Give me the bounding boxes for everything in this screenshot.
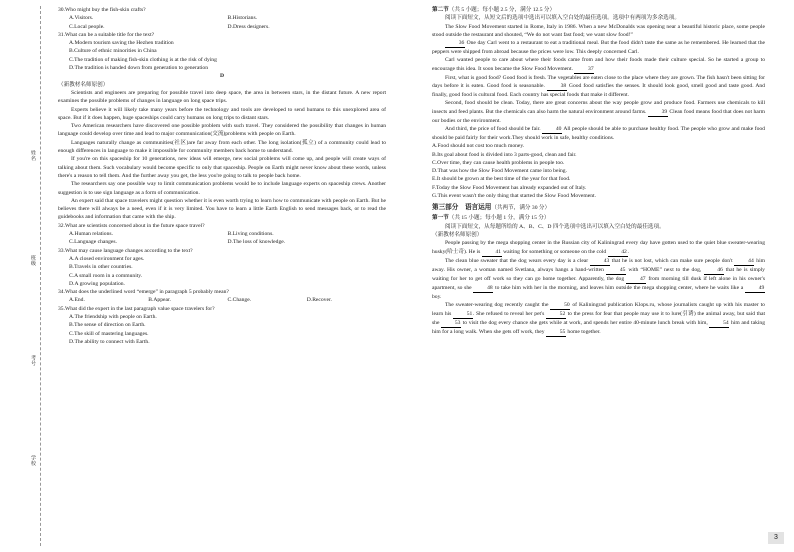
passage-text: Second, food should be clean. Today, there are great concerns about the way people grow and produce food. Farmers use chemicals to kill insects and feed plants. But the chemicals can also harm the natural environment around farms. — [432, 100, 765, 115]
question-31: 31.What can be a suitable title for the text? — [58, 31, 155, 38]
option[interactable]: B.Appear. — [148, 297, 171, 304]
passage-text: waiting for something or someone on the cold — [503, 248, 607, 255]
option[interactable]: D.The loss of knowledge. — [227, 239, 286, 246]
question-35: 35.What did the expert in the last paragraph value space travelers for? — [58, 305, 215, 312]
passage-text: The clean blue sweater that the dog wears every day is a clear — [445, 257, 589, 264]
option[interactable]: C.Over time, they can cause health problems in people too. — [432, 159, 565, 166]
option[interactable]: B.Travels in other countries. — [69, 264, 133, 271]
passage-text: . She refused to reveal her pet's — [473, 310, 545, 317]
passage-d-heading: D — [219, 73, 225, 80]
section-title: 第一节 — [432, 215, 449, 222]
passage-text: And third, the price of food should be fair. — [445, 125, 541, 132]
answer-blank-43[interactable]: 43 — [590, 258, 610, 266]
part-note: （共两节，满分 30 分） — [491, 205, 551, 212]
option[interactable]: A.A closed environment for ages. — [69, 255, 145, 262]
passage-paragraph — [432, 56, 765, 73]
passage-text: that he is simply waiting for her to get off work so they can go home together. Apparently, the dog — [432, 266, 765, 282]
part-title: 第三部分 语言运用 — [432, 204, 492, 212]
passage-text: home together. — [567, 328, 601, 335]
option[interactable]: A.End. — [69, 297, 85, 304]
option[interactable]: C.Change. — [227, 297, 252, 304]
option[interactable]: G.This event wasn't the only thing that started the Slow Food Movement. — [432, 193, 596, 200]
answer-blank-46[interactable]: 46 — [704, 267, 724, 275]
option[interactable]: F.Today the Slow Food Movement has already expanded out of Italy. — [432, 184, 587, 191]
answer-blank-50[interactable]: 50 — [550, 302, 570, 310]
option-list — [432, 142, 765, 200]
passage-text: him away. His owner, a woman named Svetlana, always hangs a hand-written — [432, 257, 765, 273]
passage-paragraph — [432, 125, 765, 142]
gutter-label-field: 考号 — [30, 355, 36, 366]
passage-text: Clean food means food that does not harm our bodies or the environment. — [432, 108, 765, 124]
option[interactable]: A.Modern tourism saving the Hezhen tradition — [69, 40, 174, 47]
binding-margin — [0, 0, 44, 552]
answer-blank-55[interactable]: 55 — [546, 329, 566, 337]
passage-text: People passing by the mega shopping center in the Russian city of Kaliningrad every day have gotten used to the quiet blue sweater-wearing husky(哈士奇). He is — [432, 240, 765, 255]
option[interactable]: C.Local people. — [69, 23, 105, 30]
answer-blank-51[interactable]: 51 — [453, 311, 473, 319]
option[interactable]: B.Culture of ethnic minorities in China — [69, 48, 157, 55]
question-30: 30.Who might buy the fish-skin crafts? — [58, 7, 146, 13]
option[interactable]: D.The tradition is handed down from generation to generation — [69, 65, 209, 72]
answer-blank-54[interactable]: 54 — [709, 320, 729, 328]
answer-blank-48[interactable]: 48 — [473, 285, 493, 293]
passage-paragraph — [432, 257, 765, 301]
gutter-label-class: 班级 — [30, 255, 36, 266]
section-2-header — [432, 6, 765, 14]
answer-blank-39[interactable]: 39 — [648, 109, 668, 117]
answer-blank-45[interactable]: 45 — [606, 267, 626, 275]
section-1-header — [432, 214, 765, 222]
passage-text: him and taking him for a long walk. When she gets off work, they — [432, 319, 766, 335]
answer-blank-41[interactable]: 41 — [482, 249, 502, 257]
left-column — [58, 6, 386, 346]
gutter-label-school: 学校 — [30, 455, 36, 466]
passage-text: with “HOME” next to the dog, — [628, 266, 702, 273]
passage-paragraph — [432, 301, 765, 337]
option[interactable]: C.The tradition of making fish-skin clothing is at the risk of dying — [69, 56, 217, 63]
option[interactable]: D.Recover. — [306, 297, 332, 304]
answer-blank-42[interactable]: 42 — [608, 249, 628, 257]
passage-paragraph: The Slow Food Movement started in Rome, Italy in 1986. When a new McDonalds was opening near a beautiful historic place, some people stood outside the restaurant and shouted, “We do not want fast food; we want slow food!” — [432, 23, 765, 38]
passage-paragraph: Two American researchers have discovered one possible problem with such travel. They considered the possibility that changes in human language could develop over time and lead to major communication(交流)problems with people on Earth. — [58, 123, 386, 138]
section-title: 第二节 — [432, 7, 449, 13]
option[interactable]: A.Visitors. — [69, 15, 94, 22]
section-note: （共 5 小题；每小题 2.5 分，满分 12.5 分） — [448, 7, 556, 13]
passage-text: Carl wanted people to care about where their foods came from and how their foods made their culture special. So he started a group to encourage this idea. It soon became the Slow Food Movement. — [432, 57, 765, 72]
option[interactable]: D.Dress designers. — [227, 23, 270, 30]
option[interactable]: D.A growing population. — [69, 280, 125, 287]
passage-paragraph: Experts believe it will likely take many years before the technology and tools are developed to send humans to this unexplored area of space. But if it does happen, huge spaceships could carry humans on long trips to distant stars. — [58, 106, 386, 121]
passage-paragraph: People passing by the mega shopping center in the Russian city of Kaliningrad every day have gotten used to the quiet blue sweater-wearing husky(哈士奇). He is 41 waiting for something or someone on the cold 42. — [432, 240, 765, 255]
passage-text: One day Carl went to a restaurant to eat a traditional meal. But the food didn't taste the same as he remembered. He learned that the peppers were shipped from abroad because the prices were low. This deeply concerned Carl. — [432, 40, 765, 56]
passage-paragraph — [432, 99, 765, 125]
option[interactable]: C.A small room in a community. — [69, 272, 143, 279]
answer-blank-53[interactable]: 53 — [441, 320, 461, 328]
question-33: 33.What may cause language changes according to the text? — [58, 247, 193, 254]
part-3-header — [432, 203, 765, 213]
option[interactable]: B.Its goal about food is divided into 3 parts-good, clean and fair. — [432, 151, 577, 158]
option[interactable]: C.Language changes. — [69, 239, 117, 246]
passage-paragraph: Scientists and engineers are preparing for possible travel into deep space, the area in between stars, in the distant future. A new report examines the possible problems of changes in language on long space trips. — [58, 89, 386, 105]
passage-text: to take him with her in the morning, and leaves him outside the mega shopping center, where he waits like a — [495, 284, 744, 291]
answer-blank-52[interactable]: 52 — [546, 311, 566, 319]
page-number: 3 — [768, 532, 784, 544]
passage-text: to visit the dog every chance she gets while at work, and spends her entire 40-minute lunch break with him, — [462, 319, 708, 326]
section-note: （共 15 小题；每小题 1 分，满分 15 分） — [448, 215, 550, 222]
question-32: 32.What are scientists concerned about in the future space travel? — [58, 222, 205, 229]
option[interactable]: E.It should be grown at the best time of the year for that food. — [432, 176, 571, 183]
option[interactable]: B.Living conditions. — [227, 231, 274, 238]
answer-blank-36[interactable]: 36 — [445, 40, 465, 48]
option[interactable]: D.The ability to connect with Earth. — [69, 338, 150, 345]
passage-text: All people should be able to purchase healthy food. The people who grow and make food should be paid fairly for their work.They should work in safe, healthy conditions. — [432, 125, 765, 141]
question-34: 34.What does the underlined word “emerge” in paragraph 5 probably mean? — [58, 289, 229, 296]
binding-line — [40, 6, 41, 546]
source-note: （新教材名师原创） — [58, 81, 109, 88]
instructions: 阅读下面短文，从每题所给的 A、B、C、D 四个选项中选出可以填入空白处的最佳选项。 — [445, 223, 665, 230]
option[interactable]: B.Historians. — [227, 15, 258, 22]
passage-paragraph: An expert said that space travelers might question whether it is even worth trying to learn how to communicate with people on Earth. But he believes there will always be a need, even if it is very limited. You have to learn a little Earth English to send messages back, or to read the guidebooks and information that came with the ship. — [58, 197, 386, 221]
answer-blank-37[interactable]: 37 — [574, 66, 594, 74]
option[interactable]: A.Human relations. — [69, 231, 113, 238]
answer-blank-44[interactable]: 44 — [734, 258, 754, 266]
answer-blank-49[interactable]: 49 — [745, 285, 765, 293]
option[interactable]: C.The skill of mastering languages. — [69, 330, 149, 337]
option[interactable]: D.That was how the Slow Food Movement came into being. — [432, 168, 568, 175]
answer-blank-38[interactable]: 38 — [547, 83, 567, 91]
question-32-options — [58, 230, 386, 247]
passage-text: boy. — [432, 293, 442, 300]
passage-text: from morning till dusk if left alone in his owner's apartment, so she — [432, 275, 766, 291]
answer-blank-40[interactable]: 40 — [542, 126, 562, 134]
passage-text: The sweater-wearing dog recently caught the — [445, 301, 549, 308]
passage-text: that he is not lost, which can make sure people don't — [611, 257, 733, 264]
passage-paragraph: The researchers say one possible way to limit communication problems would be to include language experts on spaceship crews. Another suggestion is to use sign language as a form of communication. — [58, 181, 386, 196]
passage-paragraph: If you're on this spaceship for 10 generations, new ideas will emerge, new social problems will come up, and people will create ways of talking about them. Such vocabulary would become specific to only that spaceship. People on Earth might never know about these words, unless there's a reason to tell them. And the further away you get, the less you're going to talk to people back home. — [58, 156, 386, 179]
option[interactable]: A.The friendship with people on Earth. — [69, 313, 157, 320]
question-34-options — [58, 296, 386, 304]
passage-text: Good food satisfies the senses. It should look good, smell good and taste good. And finally, good food is cultural food. Each country has special foods that make it different. — [432, 83, 765, 99]
passage-text: of Kaliningrad publication Klops.ru, whose journalists caught up with his master to learn his — [432, 301, 765, 317]
instructions: 阅读下面短文，从短文后的选项中选出可以填入空白处的最佳选项。选项中有两项为多余选项。 — [445, 15, 680, 22]
passage-paragraph — [432, 74, 765, 100]
passage-paragraph — [432, 39, 765, 56]
passage-paragraph: Languages naturally change as communities(社区)are far away from each other. The long isolation(孤立) of a community could lead to enough differences in language to make it impossible for community members back home to understand. — [58, 139, 386, 155]
passage-text: First, what is good food? Good food is fresh. The vegetables are eaten close to the place where they are grown. The fish hasn't been sitting for days before it is eaten. Good food is seasonable. — [432, 74, 765, 90]
passage-text: to the press for fear that people may use it to lure(引诱) the animal away, but said that she — [432, 310, 766, 326]
gutter-label-name: 姓名 — [30, 150, 36, 161]
question-30-options — [58, 14, 386, 31]
right-column — [432, 6, 765, 337]
option[interactable]: A.Food should not cost too much money. — [432, 143, 525, 150]
option[interactable]: B.The sense of direction on Earth. — [69, 322, 146, 329]
answer-blank-47[interactable]: 47 — [626, 276, 646, 284]
source-note: （新教材名师原创） — [432, 231, 483, 238]
